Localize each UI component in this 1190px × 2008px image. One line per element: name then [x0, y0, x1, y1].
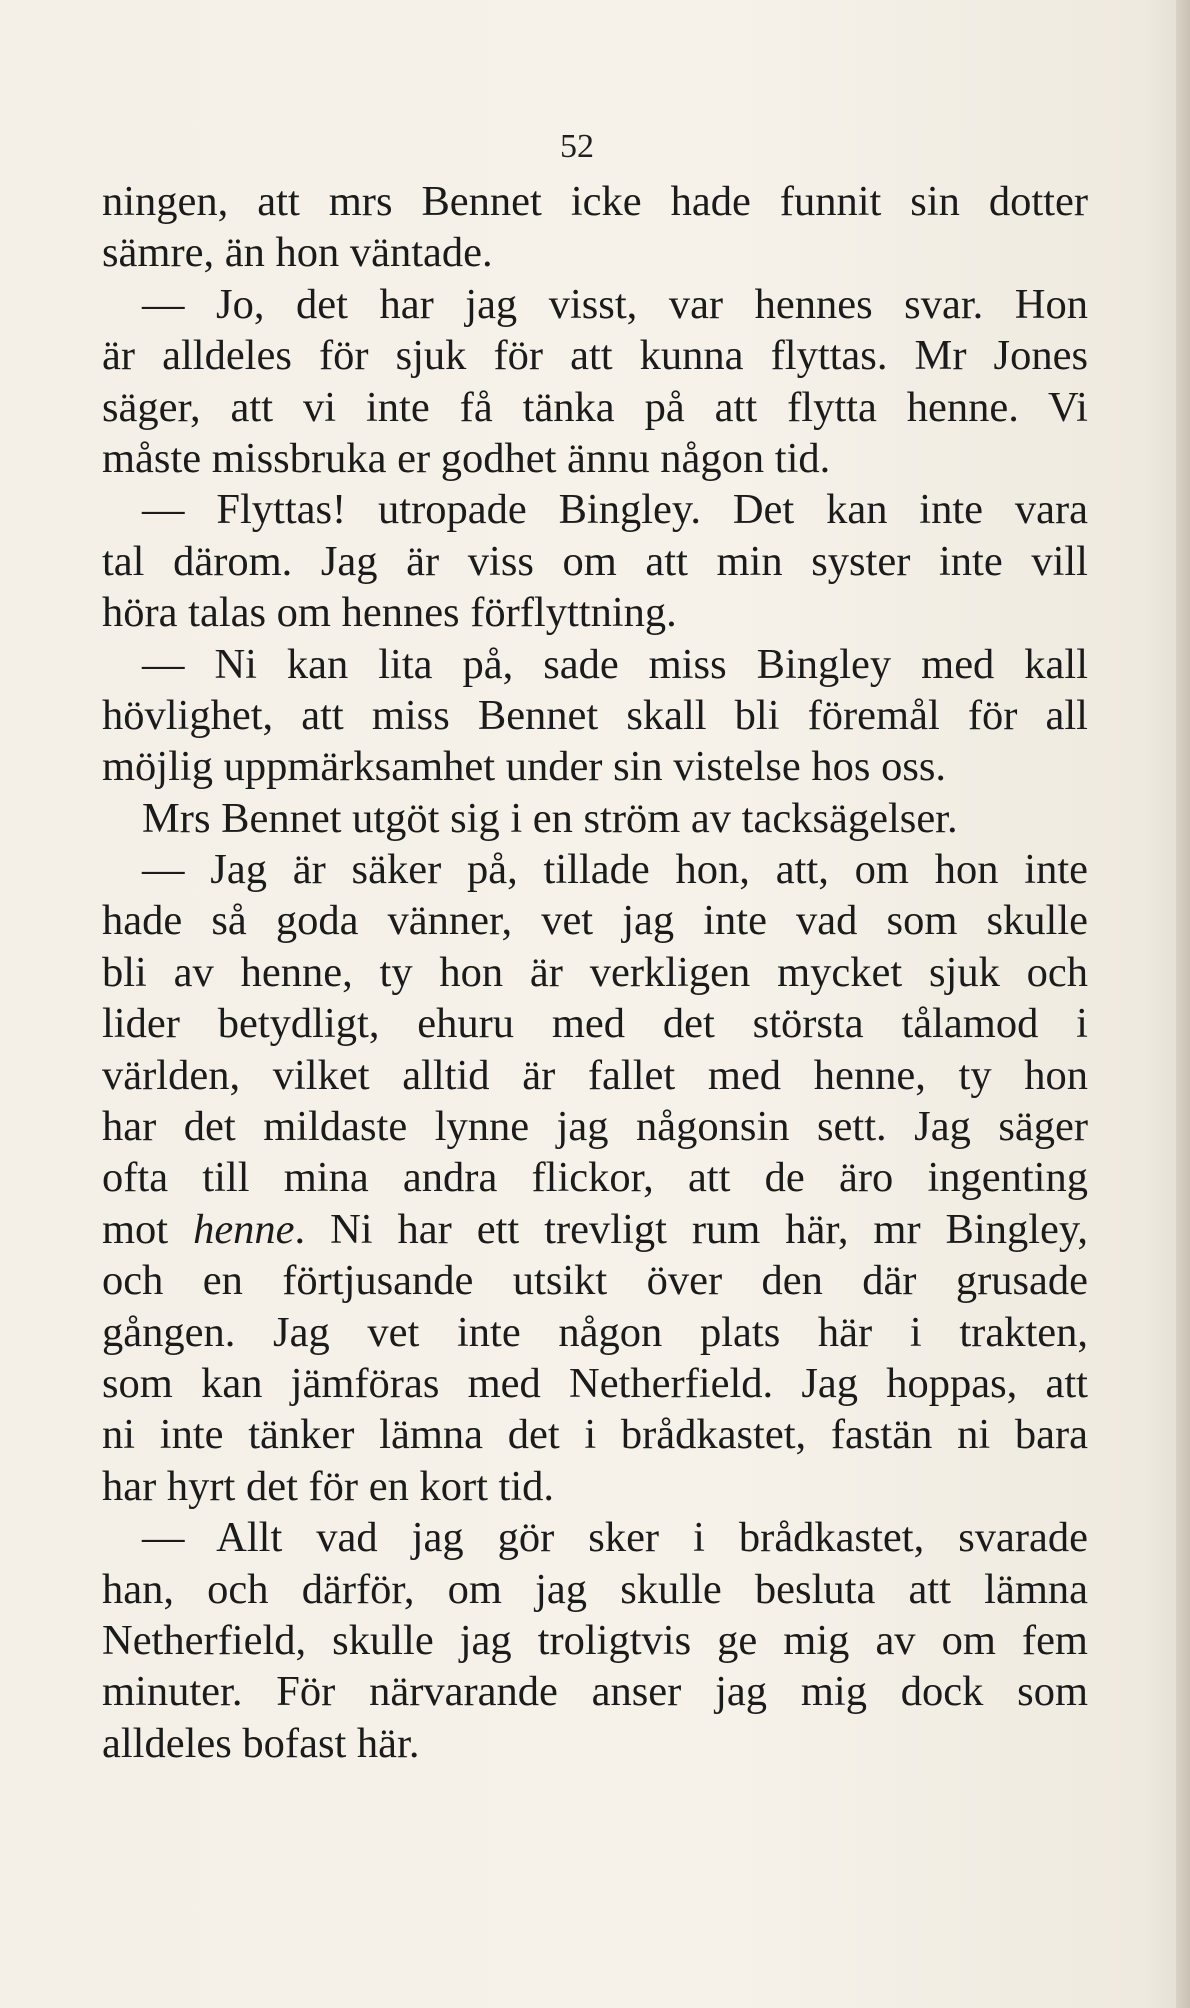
- text-line: måste missbruka er godhet ännu någon tid.: [102, 434, 831, 482]
- text-line: — Jag är säker på, tillade hon, att, om hon inte: [142, 846, 1088, 894]
- text-segment: . Ni har ett trevligt rum här, mr Bingley,: [294, 1205, 1088, 1253]
- text-line: — Jo, det har jag visst, var hennes svar. Hon: [142, 280, 1088, 328]
- text-line: världen, vilket alltid är fallet med henne, ty hon: [102, 1051, 1088, 1099]
- text-line: Mrs Bennet utgöt sig i en ström av tacksägelser.: [142, 794, 958, 842]
- text-line: höra talas om hennes förflyttning.: [102, 589, 677, 637]
- text-line: ningen, att mrs Bennet icke hade funnit sin dotter: [102, 178, 1088, 225]
- text-line: är alldeles för sjuk för att kunna flyttas. Mr Jones: [102, 332, 1088, 380]
- text-line: tal därom. Jag är viss om att min syster inte vill: [102, 537, 1088, 585]
- text-line: möjlig uppmärksamhet under sin vistelse hos oss.: [102, 743, 947, 791]
- text-line: ni inte tänker lämna det i brådkastet, fastän ni bara: [102, 1411, 1088, 1459]
- text-line: ofta till mina andra flickor, att de äro ingenting: [102, 1154, 1088, 1202]
- text-line: gången. Jag vet inte någon plats här i trakten,: [102, 1308, 1088, 1356]
- text-line: — Ni kan lita på, sade miss Bingley med kall: [142, 640, 1088, 688]
- text-line: minuter. För närvarande anser jag mig dock som: [102, 1668, 1088, 1716]
- text-line: säger, att vi inte få tänka på att flytta henne. Vi: [102, 383, 1088, 431]
- body-text: [102, 176, 1088, 1769]
- text-line: Netherfield, skulle jag troligtvis ge mig av om fem: [102, 1616, 1088, 1664]
- text-segment: mot: [102, 1205, 194, 1253]
- text-line: som kan jämföras med Netherfield. Jag hoppas, att: [102, 1359, 1088, 1407]
- text-line: — Allt vad jag gör sker i brådkastet, svarade: [142, 1514, 1088, 1562]
- text-line: [102, 1204, 1088, 1255]
- text-line: hövlighet, att miss Bennet skall bli föremål för all: [102, 691, 1088, 739]
- text-line: hade så goda vänner, vet jag inte vad som skulle: [102, 897, 1088, 945]
- text-line: har det mildaste lynne jag någonsin sett. Jag säger: [102, 1103, 1088, 1151]
- emphasized-word: henne: [193, 1205, 295, 1253]
- text-line: lider betydligt, ehuru med det största tålamod i: [102, 1000, 1088, 1048]
- text-line: sämre, än hon väntade.: [102, 229, 493, 277]
- text-line: har hyrt det för en kort tid.: [102, 1462, 555, 1510]
- text-line: — Flyttas! utropade Bingley. Det kan inte vara: [142, 486, 1088, 534]
- text-line: bli av henne, ty hon är verkligen mycket sjuk och: [102, 948, 1088, 996]
- page-edge-shadow: [1176, 0, 1190, 2008]
- text-line: alldeles bofast här.: [102, 1719, 420, 1767]
- page-number: 52: [560, 128, 594, 165]
- text-line: han, och därför, om jag skulle besluta att lämna: [102, 1565, 1088, 1613]
- text-line: och en förtjusande utsikt över den där grusade: [102, 1257, 1088, 1305]
